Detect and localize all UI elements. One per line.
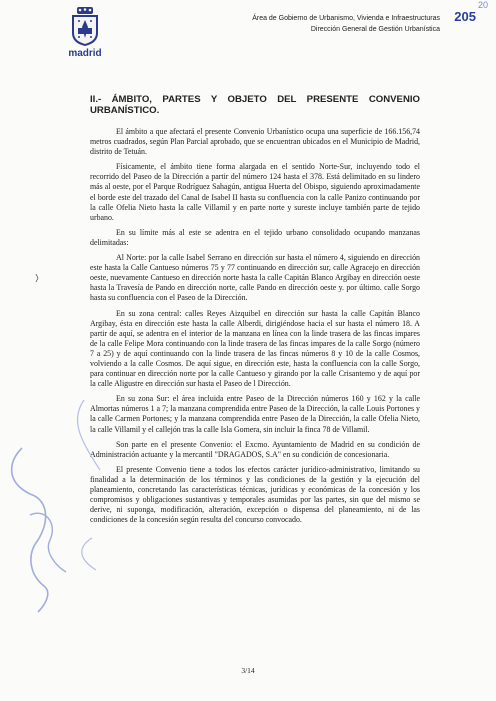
paragraph-physical-layout: Físicamente, el ámbito tiene forma alargada en el sentido Norte-Sur, incluyendo todo el recorrido del Paseo de la Dirección a partir del número 124 hasta el 378. Está delimitado en su lindero más al oeste, por el Parque Rodríguez Sahagún, antigua Huerta del Obispo, siguiendo aproximadamente el borde este del trazado del Canal de Isabel II hasta su confluencia con la calle Panizo continuando por la calle Ofelia Nieto hasta la calle Villamil y en parte norte y sureste incluye también parte de tejido urbano. [90, 162, 420, 222]
section-heading: II.- ÁMBITO, PARTES Y OBJETO DEL PRESENTE CONVENIO [90, 94, 420, 105]
paragraph-parties: Son parte en el presente Convenio: el Excmo. Ayuntamiento de Madrid en su condición de Administración actuante y la mercantil "DRAGADOS, S.A" en su condición de concesionaria. [90, 439, 420, 459]
signature-scribble [12, 448, 48, 612]
paragraph-south-zone: En su zona Sur: el área incluida entre Paseo de la Dirección números 160 y 162 y la calle Almortas números 1 a 7; la manzana comprendida entre Paseo de la Dirección, la calle Louis Portones y la calle Carmen Portones; y la manzana comprendida entre Paseo de la Dirección, la calle Ofelia Nieto, la calle Villamil y el callejón tras la calle Isla Gomera, sin incluir la finca 78 de Villamil. [90, 394, 420, 434]
paragraph-north: Al Norte: por la calle Isabel Serrano en dirección sur hasta el número 4, siguiendo en dirección este hasta la Calle Cantueso números 75 y 77 continuando en dirección sur, calle Agracejo en dirección oeste, nuevamente Cantueso en dirección norte hasta la calle Capitán Blanco Argibay en dirección oeste hasta la Travesía de Pando en dirección norte, calle Pando en dirección oeste y. por último. calle Sorgo hasta su confluencia con el Paseo de la Dirección. [90, 253, 420, 303]
header-directorate: Dirección General de Gestión Urbanística [310, 26, 440, 33]
margin-stroke-lower [82, 538, 96, 570]
section-heading-continued: URBANÍSTICO. [90, 105, 160, 116]
page-number: 3/14 [241, 666, 255, 675]
paragraph-central-zone: En su zona central: calles Reyes Aizquibel en dirección sur hasta la calle Capitán Blanco Argibay, ésta en dirección este hasta la calle Alberdi, dirigiéndose hacia el sur hasta el número 18. A partir de aquí, se adentra en el interior de la manzana en línea con la linde trasera de las fincas impares de la calle Felipe Mora continuando con la linde trasera de las fincas impares de la calle Sorgo (número 7 a 25) y de aquí continuando con la linde trasera de las fincas números 8 y 10 de la calle Cosmos, volviendo a la calle Cosmos. De aquí sigue, en dirección este, hasta la confluencia con la calle Sorgo, para continuar en dirección norte por la calle Cantueso y girando por la calle Crisantemo y de aquí por la calle Aligustre en dirección sur hasta el Paseo de l Dirección. [90, 308, 420, 389]
paragraph-east-limit: En su límite más al este se adentra en el tejido urbano consolidado ocupando manzanas delimitadas: [90, 227, 420, 247]
page-stamp: 205 [454, 9, 476, 24]
paragraph-legal-nature: El presente Convenio tiene a todos los efectos carácter jurídico-administrativo, limitando su finalidad a la determinación de los términos y las condiciones de la gestión y la ejecución del planeamiento, concretando las características técnicas, jurídicas y económicas de la concesión y los compromisos y obligaciones sustantivas y temporales asumidas por las partes, sin que del mismo se derive, ni suponga, modificación, alteración, excepción o dispensa del planeamiento, ni de las condiciones de la concesión según resulta del concurso convocado. [90, 464, 420, 525]
corner-note: 20 [477, 0, 488, 10]
header-department: Área de Gobierno de Urbanismo, Vivienda e Infraestructuras [252, 15, 440, 22]
margin-tick [36, 274, 38, 282]
paragraph-surface: El ámbito a que afectará el presente Convenio Urbanístico ocupa una superficie de 166.156,74 metros cuadrados, según Plan Parcial aprobado, que se encuentran ubicados en el Municipio de Madrid, distrito de Tetuán. [90, 127, 420, 157]
logo-wordmark: madrid [68, 48, 102, 59]
margin-stroke [77, 400, 100, 470]
